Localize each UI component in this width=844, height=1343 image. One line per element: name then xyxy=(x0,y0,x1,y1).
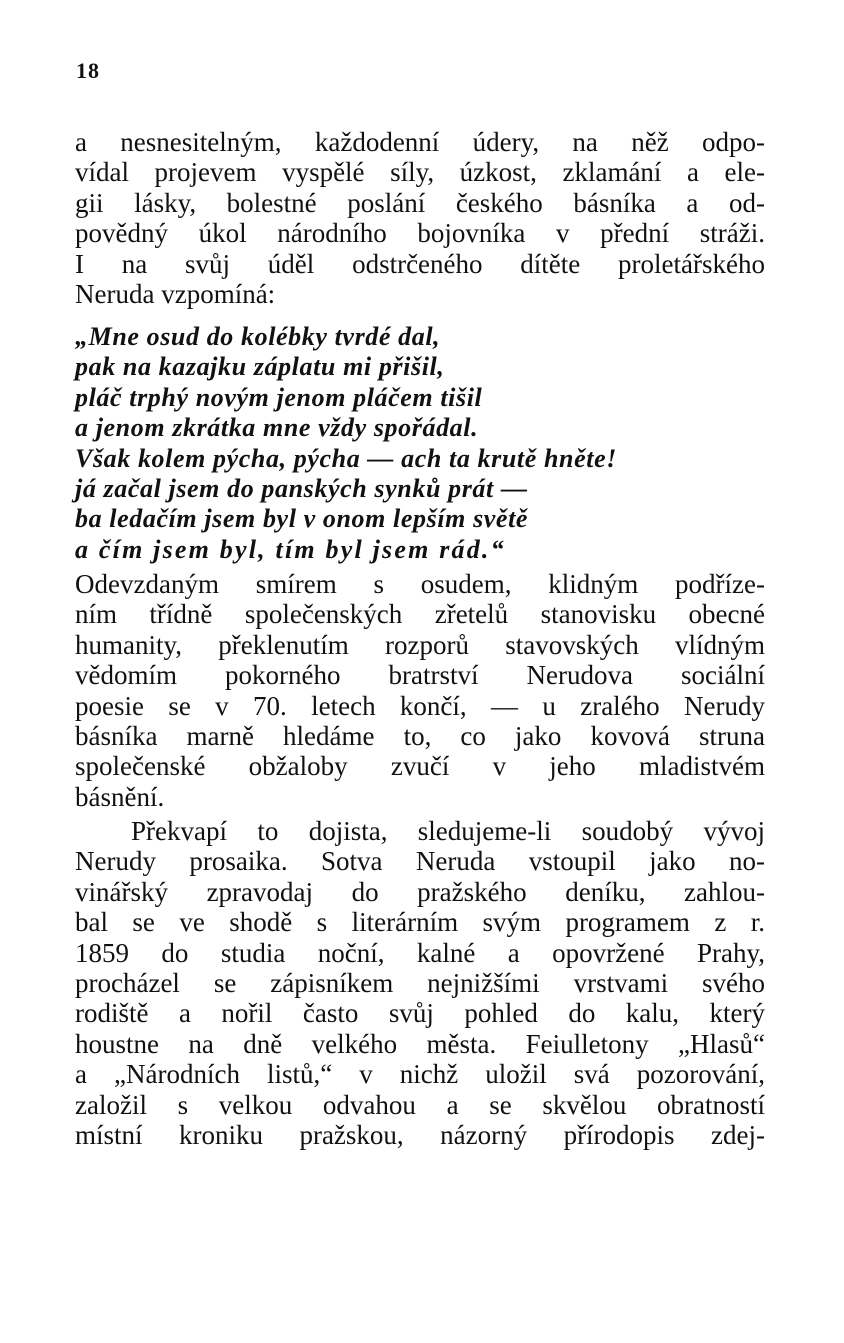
text-line: Překvapí to dojista, sledujeme-li soudobý vývoj xyxy=(131,816,765,846)
text-line: básníka marně hledáme to, co jako kovová struna xyxy=(75,720,765,751)
text-line: založil s velkou odvahou a se skvělou obratností xyxy=(75,1089,765,1120)
text-line: povědný úkol národního bojovníka v přední stráži. xyxy=(75,218,765,249)
text-line: poesie se v 70. letech končí, — u zralého Nerudy xyxy=(75,690,765,721)
text-line: rodiště a nořil často svůj pohled do kalu, který xyxy=(75,998,765,1029)
poem-line: ba ledačím jsem byl v onom lepším světě xyxy=(75,504,529,534)
text-line: místní kroniku pražskou, názorný přírodopis zdej- xyxy=(75,1119,765,1150)
poem-line: a jenom zkrátka mne vždy spořádal. xyxy=(75,413,479,443)
paragraph-2 xyxy=(75,569,765,812)
text-line: vědomím pokorného bratrství Nerudova sociální xyxy=(75,660,765,691)
text-line: společenské obžaloby zvučí v jeho mladistvém xyxy=(75,751,765,782)
paragraph-1 xyxy=(75,127,765,309)
poem-line: „Mne osud do kolébky tvrdé dal, xyxy=(75,322,441,351)
text-line: a nesnesitelným, každodenní údery, na něž odpo- xyxy=(75,127,765,157)
text-line: gii lásky, bolestné poslání českého básníka a od- xyxy=(75,187,765,218)
text-line: vinářský zpravodaj do pražského deníku, zahlou- xyxy=(75,876,765,907)
text-line: houstne na dně velkého města. Feiulletony „Hlasů“ xyxy=(75,1028,765,1059)
text-line: ním třídně společenských zřetelů stanovisku obecné xyxy=(75,599,765,630)
text-line: I na svůj úděl odstrčeného dítěte proletářského xyxy=(75,248,765,279)
text-line: Odevzdaným smírem s osudem, klidným podřízе- xyxy=(75,569,765,599)
paragraph-3 xyxy=(75,816,765,1150)
text-line: humanity, překlenutím rozporů stavovských vlídným xyxy=(75,629,765,660)
poem-line: já začal jsem do panských synků prát — xyxy=(75,473,528,503)
text-line: procházel se zápisníkem nejnižšími vrstvami svého xyxy=(75,967,765,998)
text-line: vídal projevem vyspělé síly, úzkost, zklamání a ele- xyxy=(75,157,765,188)
poem-quote xyxy=(75,322,765,565)
text-line: Neruda vzpomíná: xyxy=(75,278,276,309)
text-line: básnění. xyxy=(75,781,165,812)
poem-line: pak na kazajku záplatu mi přišil, xyxy=(75,352,445,382)
text-line: bal se ve shodě s literárním svým programem z r. xyxy=(75,907,765,938)
poem-line: a čím jsem byl, tím byl jsem rád.“ xyxy=(75,534,506,564)
text-line: 1859 do studia noční, kalné a opovržené Prahy, xyxy=(75,937,765,968)
text-line: a „Národních listů,“ v nichž uložil svá pozorování, xyxy=(75,1059,765,1090)
poem-line: Však kolem pýcha, pýcha — ach ta krutě hněte! xyxy=(75,443,617,473)
text-line: Nerudy prosaika. Sotva Neruda vstoupil jako no- xyxy=(75,846,765,877)
poem-line: pláč trphý novým jenom pláčem tišil xyxy=(75,382,483,412)
page-number: 18 xyxy=(76,58,100,83)
